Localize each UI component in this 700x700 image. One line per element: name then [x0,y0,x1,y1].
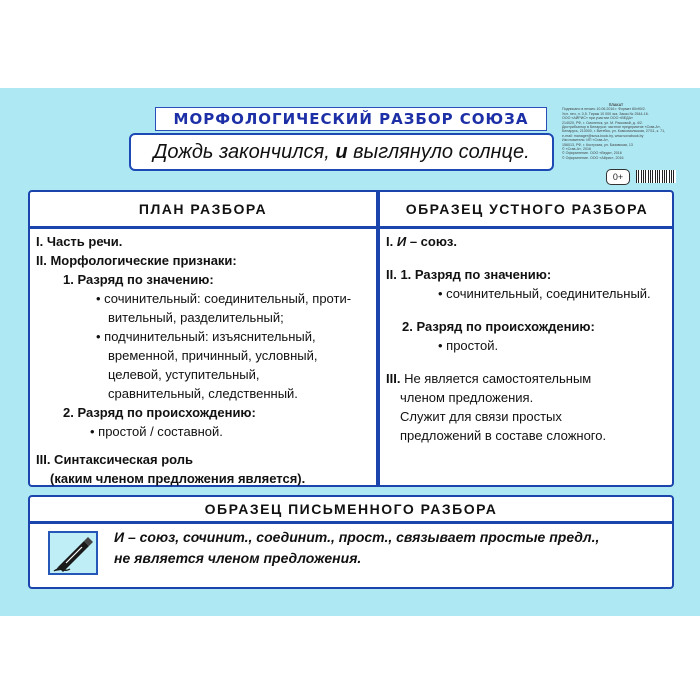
written-sample-box [28,495,674,589]
column-divider [376,192,380,485]
plan-column [36,232,372,488]
oral-line: • простой. [438,338,499,353]
oral-text: – союз. [406,234,458,249]
plan-line: • простой / составной. [90,424,223,439]
oral-numeral: I. [386,234,397,249]
barcode [636,170,676,183]
plan-line: • сочинительный: соединительный, проти- [96,291,352,306]
analysis-table [28,190,674,487]
oral-conjunction: И [396,234,407,249]
plan-line: целевой, уступительный, [108,367,260,382]
imprint-line: 156013, РФ, г. Кострома, ул. Базовская, 13 [562,142,633,147]
oral-line: членом предложения. [400,390,534,405]
publisher-imprint [562,103,670,160]
plan-line: I. Часть речи. [36,234,123,249]
sentence-part-after: выглянуло солнце. [347,141,530,163]
written-line: И – союз, сочинит., соединит., прост., связывает простые предл., [114,529,600,545]
oral-numeral: III. [386,371,401,386]
plan-line: • подчинительный: изъяснительный, [96,329,316,344]
plan-line: II. Морфологические признаки: [36,253,237,268]
plan-line: 2. Разряд по происхождению: [63,405,256,420]
imprint-line: Беларусь, 210000, г. Витебск, ул. Комсомольская, 27/11, к. 71, [562,129,666,134]
plan-line: сравнительный, следственный. [108,386,298,401]
imprint-line: e-mail: manager@sova-book.by, www.sovabook.by [562,133,644,138]
plan-line: временной, причинный, условный, [108,348,318,363]
plan-line: вительный, разделительный; [108,310,284,325]
pen-icon [48,531,98,575]
page-title: МОРФОЛОГИЧЕСКИЙ РАЗБОР СОЮЗА [155,107,547,131]
oral-sample-header: ОБРАЗЕЦ УСТНОГО РАЗБОРА [405,201,649,217]
plan-line: (каким членом предложения является). [50,471,306,486]
oral-line [386,369,670,388]
example-sentence [129,133,554,171]
sentence-conjunction: и [335,141,348,163]
oral-line: предложений в составе сложного. [400,428,607,443]
oral-line: II. 1. Разряд по значению: [386,267,552,282]
age-rating-badge: 0+ [606,169,630,185]
written-header-divider [30,521,672,524]
imprint-line: ООО «АЙРИС» при участии ООО «ВЕДА» [562,116,634,121]
oral-line: • сочинительный, соединительный. [438,286,651,301]
written-sample-header: ОБРАЗЕЦ ПИСЬМЕННОГО РАЗБОРА [204,501,498,517]
oral-sample-column [386,232,670,445]
oral-line [386,232,670,251]
plan-header: ПЛАН РАЗБОРА [138,201,268,217]
imprint-line: Изготовитель: ИП «Сгав-А», [562,138,609,143]
imprint-line: Усл. печ. л. 0,5. Тираж 10 000 экз. Заказ № 2544-16. [562,111,649,116]
imprint-line: © Оформление. ООО «Айрис», 2016 [562,155,624,160]
oral-text: Не является самостоятельным [400,371,592,386]
imprint-line: © Оформление. ООО «Ведa», 2016 [562,151,622,156]
oral-line: 2. Разряд по происхождению: [402,319,595,334]
plan-line: 1. Разряд по значению: [63,272,214,287]
plan-line: III. Синтаксическая роль [36,452,194,467]
imprint-line: Подписано в печать 10.06.2016 г. Формат 60х90/2. [562,107,646,112]
written-line: не является членом предложения. [114,550,362,566]
imprint-line: Дистрибьютор в Беларуси: частное предприятие «Сгав-А», [562,125,661,130]
sentence-part-before: Дождь закончился, [153,141,336,163]
imprint-line: © «Сгав-А», 2016 [562,147,591,152]
written-sample-text [114,527,674,569]
header-divider [30,226,672,229]
oral-line: Служит для связи простых [400,409,562,424]
imprint-line: 214020, РФ, г. Смоленск, ул. М. Расковой, д. 4/2. [562,120,643,125]
imprint-line: ПЛАКАТ [608,103,624,107]
